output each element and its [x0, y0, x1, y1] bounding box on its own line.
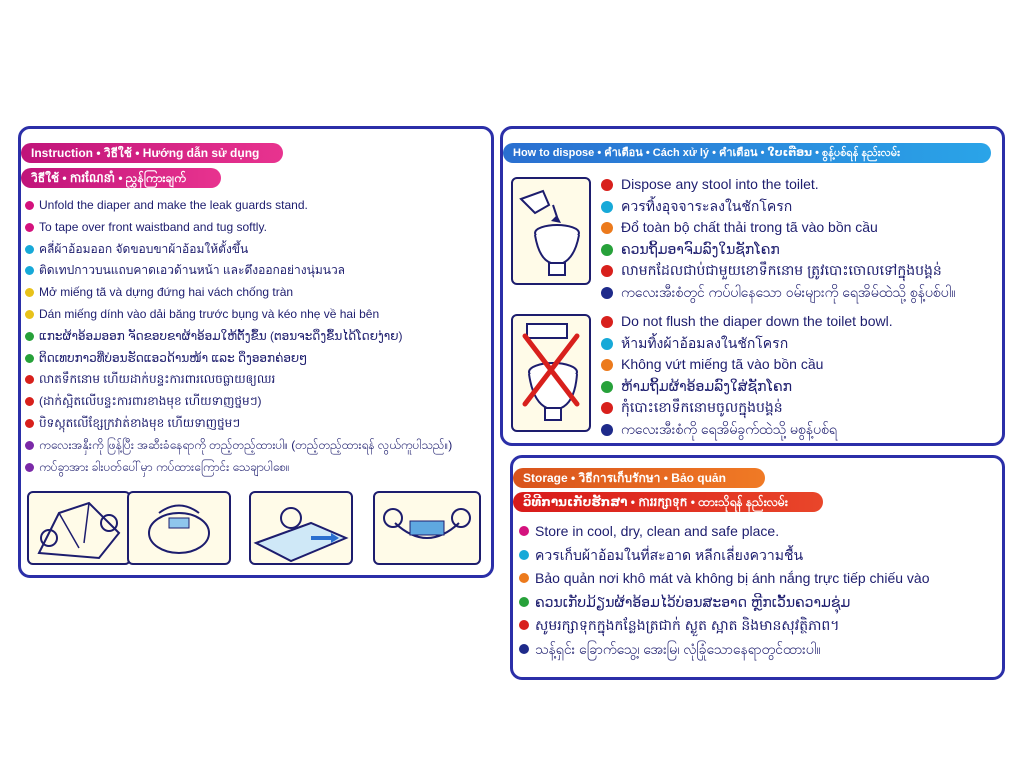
list-item [601, 419, 893, 441]
bullet-dot-icon [25, 245, 34, 254]
list-item-text: Dán miếng dính vào dải băng trước bụng và kéo nhẹ về hai bên [39, 306, 380, 321]
bullet-dot-icon [519, 550, 529, 560]
list-item-text: ကပ်ခွာအား ခါးပတ်ပေါ်မှာ ကပ်ထားကြောင်း သေချာပါစေ။ [39, 459, 290, 474]
dispose-stool-list [601, 174, 955, 303]
bullet-dot-icon [601, 402, 613, 414]
list-item-text: ແກະຜ້າອ້ອມອອກ ຈັດຂອບຂາຜ້າອ້ອມໃຫ້ຕັ້ງຂຶ້ນ (ຕອນຈະດຶງຂຶ້ນໄດ້ໂດຍງ່າຍ) [39, 328, 403, 343]
list-item [519, 520, 929, 544]
list-item [25, 239, 452, 261]
bullet-dot-icon [601, 287, 613, 299]
list-item [601, 174, 955, 196]
bullet-dot-icon [25, 463, 34, 472]
toilet-icon [513, 179, 589, 283]
list-item-text: Dispose any stool into the toilet. [621, 176, 819, 192]
bullet-dot-icon [601, 424, 613, 436]
unfold-diaper-icon [29, 493, 129, 563]
list-item [601, 260, 955, 282]
list-item [601, 282, 955, 304]
list-item-text: បិទស្កុតលើខ្សែក្រវាត់ខាងមុខ ហើយទាញថ្នមៗ [39, 415, 241, 430]
bullet-dot-icon [519, 620, 529, 630]
list-item [601, 217, 955, 239]
list-item [25, 217, 452, 239]
list-item [25, 282, 452, 304]
list-item [25, 260, 452, 282]
bullet-dot-icon [519, 597, 529, 607]
storage-header: Storage • วิธีการเก็บรักษา • Bảo quản [513, 468, 765, 488]
list-item [601, 239, 955, 261]
list-item [25, 391, 452, 413]
list-item-text: သန့်ရှင်း ခြောက်သွေ့၊ အေးမြ၊ လုံခြုံသောနေရာတွင်ထားပါ။ [535, 640, 821, 657]
bullet-dot-icon [25, 419, 34, 428]
bullet-dot-icon [601, 265, 613, 277]
list-item [519, 591, 929, 615]
list-item [25, 369, 452, 391]
list-item-text: To tape over front waistband and tug softly. [39, 219, 267, 234]
list-item-text: Do not flush the diaper down the toilet bowl. [621, 313, 893, 329]
place-diaper-icon [129, 493, 229, 563]
bullet-dot-icon [601, 179, 613, 191]
bullet-dot-icon [601, 338, 613, 350]
list-item-text: Store in cool, dry, clean and safe place. [535, 523, 780, 539]
step-illustration-place [127, 491, 231, 565]
list-item [25, 348, 452, 370]
list-item [25, 413, 452, 435]
list-item-text: ติดเทปกาวบนแถบคาดเอวด้านหน้า และดึงออกอย่างนุ่มนวล [39, 263, 346, 278]
list-item-text: คลี่ผ้าอ้อมออก จัดขอบขาผ้าอ้อมให้ตั้งขึ้น [39, 241, 249, 256]
dispose-header: How to dispose • คำเตือน • Cách xử lý • คำเตือน • ໃບເຕືອນ • စွန့်ပစ်ရန် နည်းလမ်း [503, 143, 991, 163]
list-item-text: លាមកដែលជាប់ជាមួយ​ខោទឹកនោម ត្រូវបោះចោលទៅក្នុងបង្គន់ [621, 262, 942, 278]
bullet-dot-icon [25, 354, 34, 363]
storage-list [519, 520, 929, 661]
bullet-dot-icon [519, 526, 529, 536]
bullet-dot-icon [25, 332, 34, 341]
bullet-dot-icon [601, 201, 613, 213]
tape-tab-icon [251, 493, 351, 563]
list-item [601, 196, 955, 218]
bullet-dot-icon [601, 244, 613, 256]
storage-subheader: ວິທີການເກັບຮັກສາ • ការរក្សាទុក • ထားသိုရန် နည်းလမ်း [513, 492, 823, 512]
list-item [519, 544, 929, 568]
bullet-dot-icon [25, 266, 34, 275]
fasten-diaper-icon [375, 493, 479, 563]
no-flush-icon [513, 316, 589, 430]
bullet-dot-icon [25, 223, 34, 232]
list-item-text: Không vứt miếng tã vào bồn cầu [621, 356, 824, 372]
step-illustration-fasten [373, 491, 481, 565]
list-item [601, 311, 893, 333]
list-item-text: ຄວນຖິ້ມອາຈົມລົງໃນຊັກໂຄກ [621, 240, 780, 257]
bullet-dot-icon [601, 222, 613, 234]
list-item [519, 614, 929, 638]
instruction-header: Instruction • วิธีใช้ • Hướng dẫn sử dụng [21, 143, 283, 163]
bullet-dot-icon [25, 310, 34, 319]
bullet-dot-icon [25, 441, 34, 450]
list-item-text: Đổ toàn bộ chất thải trong tã vào bồn cầu [621, 219, 878, 235]
list-item [601, 333, 893, 355]
list-item-text: ຫ້າມຖິ້ມຜ້າອ້ອມລົງໃສ່ຊັກໂຄກ [621, 377, 792, 394]
list-item [519, 638, 929, 662]
bullet-dot-icon [25, 201, 34, 210]
bullet-dot-icon [601, 316, 613, 328]
list-item-text: ຕິດເທບກາວທີ່ບ່ອນຮັດແອວດ້ານໜ້າ ແລະ ດຶງອອກຄ່ອຍໆ [39, 350, 308, 365]
dispose-stool-illustration [511, 177, 591, 285]
storage-panel [510, 455, 1005, 680]
step-illustration-unfold [27, 491, 131, 565]
list-item [25, 435, 452, 457]
bullet-dot-icon [601, 359, 613, 371]
list-item-text: ကလေးအနှီးကို ဖြန့်ပြီး အဆီးခံနေရာကို တည့်တည့်ထားပါ။ (တည့်တည့်ထားရန် လွယ်ကူပါသည်။) [39, 437, 453, 452]
list-item-text: Unfold the diaper and make the leak guards stand. [39, 198, 308, 212]
list-item-text: (ដាក់ស្អិតលើបន្ទះការពារខាងមុខ ហើយទាញថ្នមៗ) [39, 394, 262, 409]
instruction-panel [18, 126, 494, 578]
list-item [601, 397, 893, 419]
instruction-list [25, 195, 452, 478]
list-item [601, 354, 893, 376]
list-item-text: Mở miếng tã và dựng đứng hai vách chống tràn [39, 285, 294, 300]
list-item-text: ควรเก็บผ้าอ้อมในที่สะอาด หลีกเลี่ยงความชื้น [535, 546, 804, 563]
list-item-text: ควรทิ้งอุจจาระลงในชักโครก [621, 197, 793, 214]
list-item-text: ຄວນເກັບມ້ຽນຜ້າອ້ອມໄວ້ບ່ອນສະອາດ ຫຼີກເວັ້ນຄວາມຊຸ່ມ [535, 593, 851, 610]
list-item [25, 326, 452, 348]
no-flush-illustration [511, 314, 591, 432]
instruction-subheader: วิธีใช้ • ការណែនាំ • ညွှန်ကြားချက် [21, 168, 221, 188]
list-item-text: ကလေးအီးစံတွင် ကပ်ပါနေသော ဝမ်းများကို ရေအိမ်ထဲသို့ စွန့်ပစ်ပါ။ [621, 283, 956, 300]
list-item-text: លាតទឹកនោម ហើយដាក់បន្ទះការពារលេចធ្លាយ​ឲ្យឈរ [39, 372, 276, 387]
list-item-text: ห้ามทิ้งผ้าอ้อมลงในชักโครก [621, 334, 789, 351]
list-item-text: កុំបោះខោទឹកនោមចូលក្នុងបង្គន់ [621, 399, 783, 415]
step-illustration-tape [249, 491, 353, 565]
no-flush-list [601, 311, 893, 440]
list-item [25, 457, 452, 479]
list-item-text: ကလေးအီးစံကို ရေအိမ်ခွက်ထဲသို့ မစွန့်ပစ်ရ [621, 420, 837, 437]
dispose-panel [500, 126, 1005, 446]
list-item [25, 195, 452, 217]
list-item-text: Bảo quản nơi khô mát và không bị ánh nắng trực tiếp chiếu vào [535, 570, 930, 586]
list-item [25, 304, 452, 326]
bullet-dot-icon [25, 397, 34, 406]
list-item-text: សូមរក្សាទុកក្នុងកន្លែងត្រជាក់ ស្ងួត ស្អាត និងមានសុវត្ថិភាព។ [535, 617, 840, 633]
bullet-dot-icon [601, 381, 613, 393]
bullet-dot-icon [25, 375, 34, 384]
list-item [601, 376, 893, 398]
bullet-dot-icon [519, 573, 529, 583]
list-item [519, 567, 929, 591]
bullet-dot-icon [25, 288, 34, 297]
bullet-dot-icon [519, 644, 529, 654]
